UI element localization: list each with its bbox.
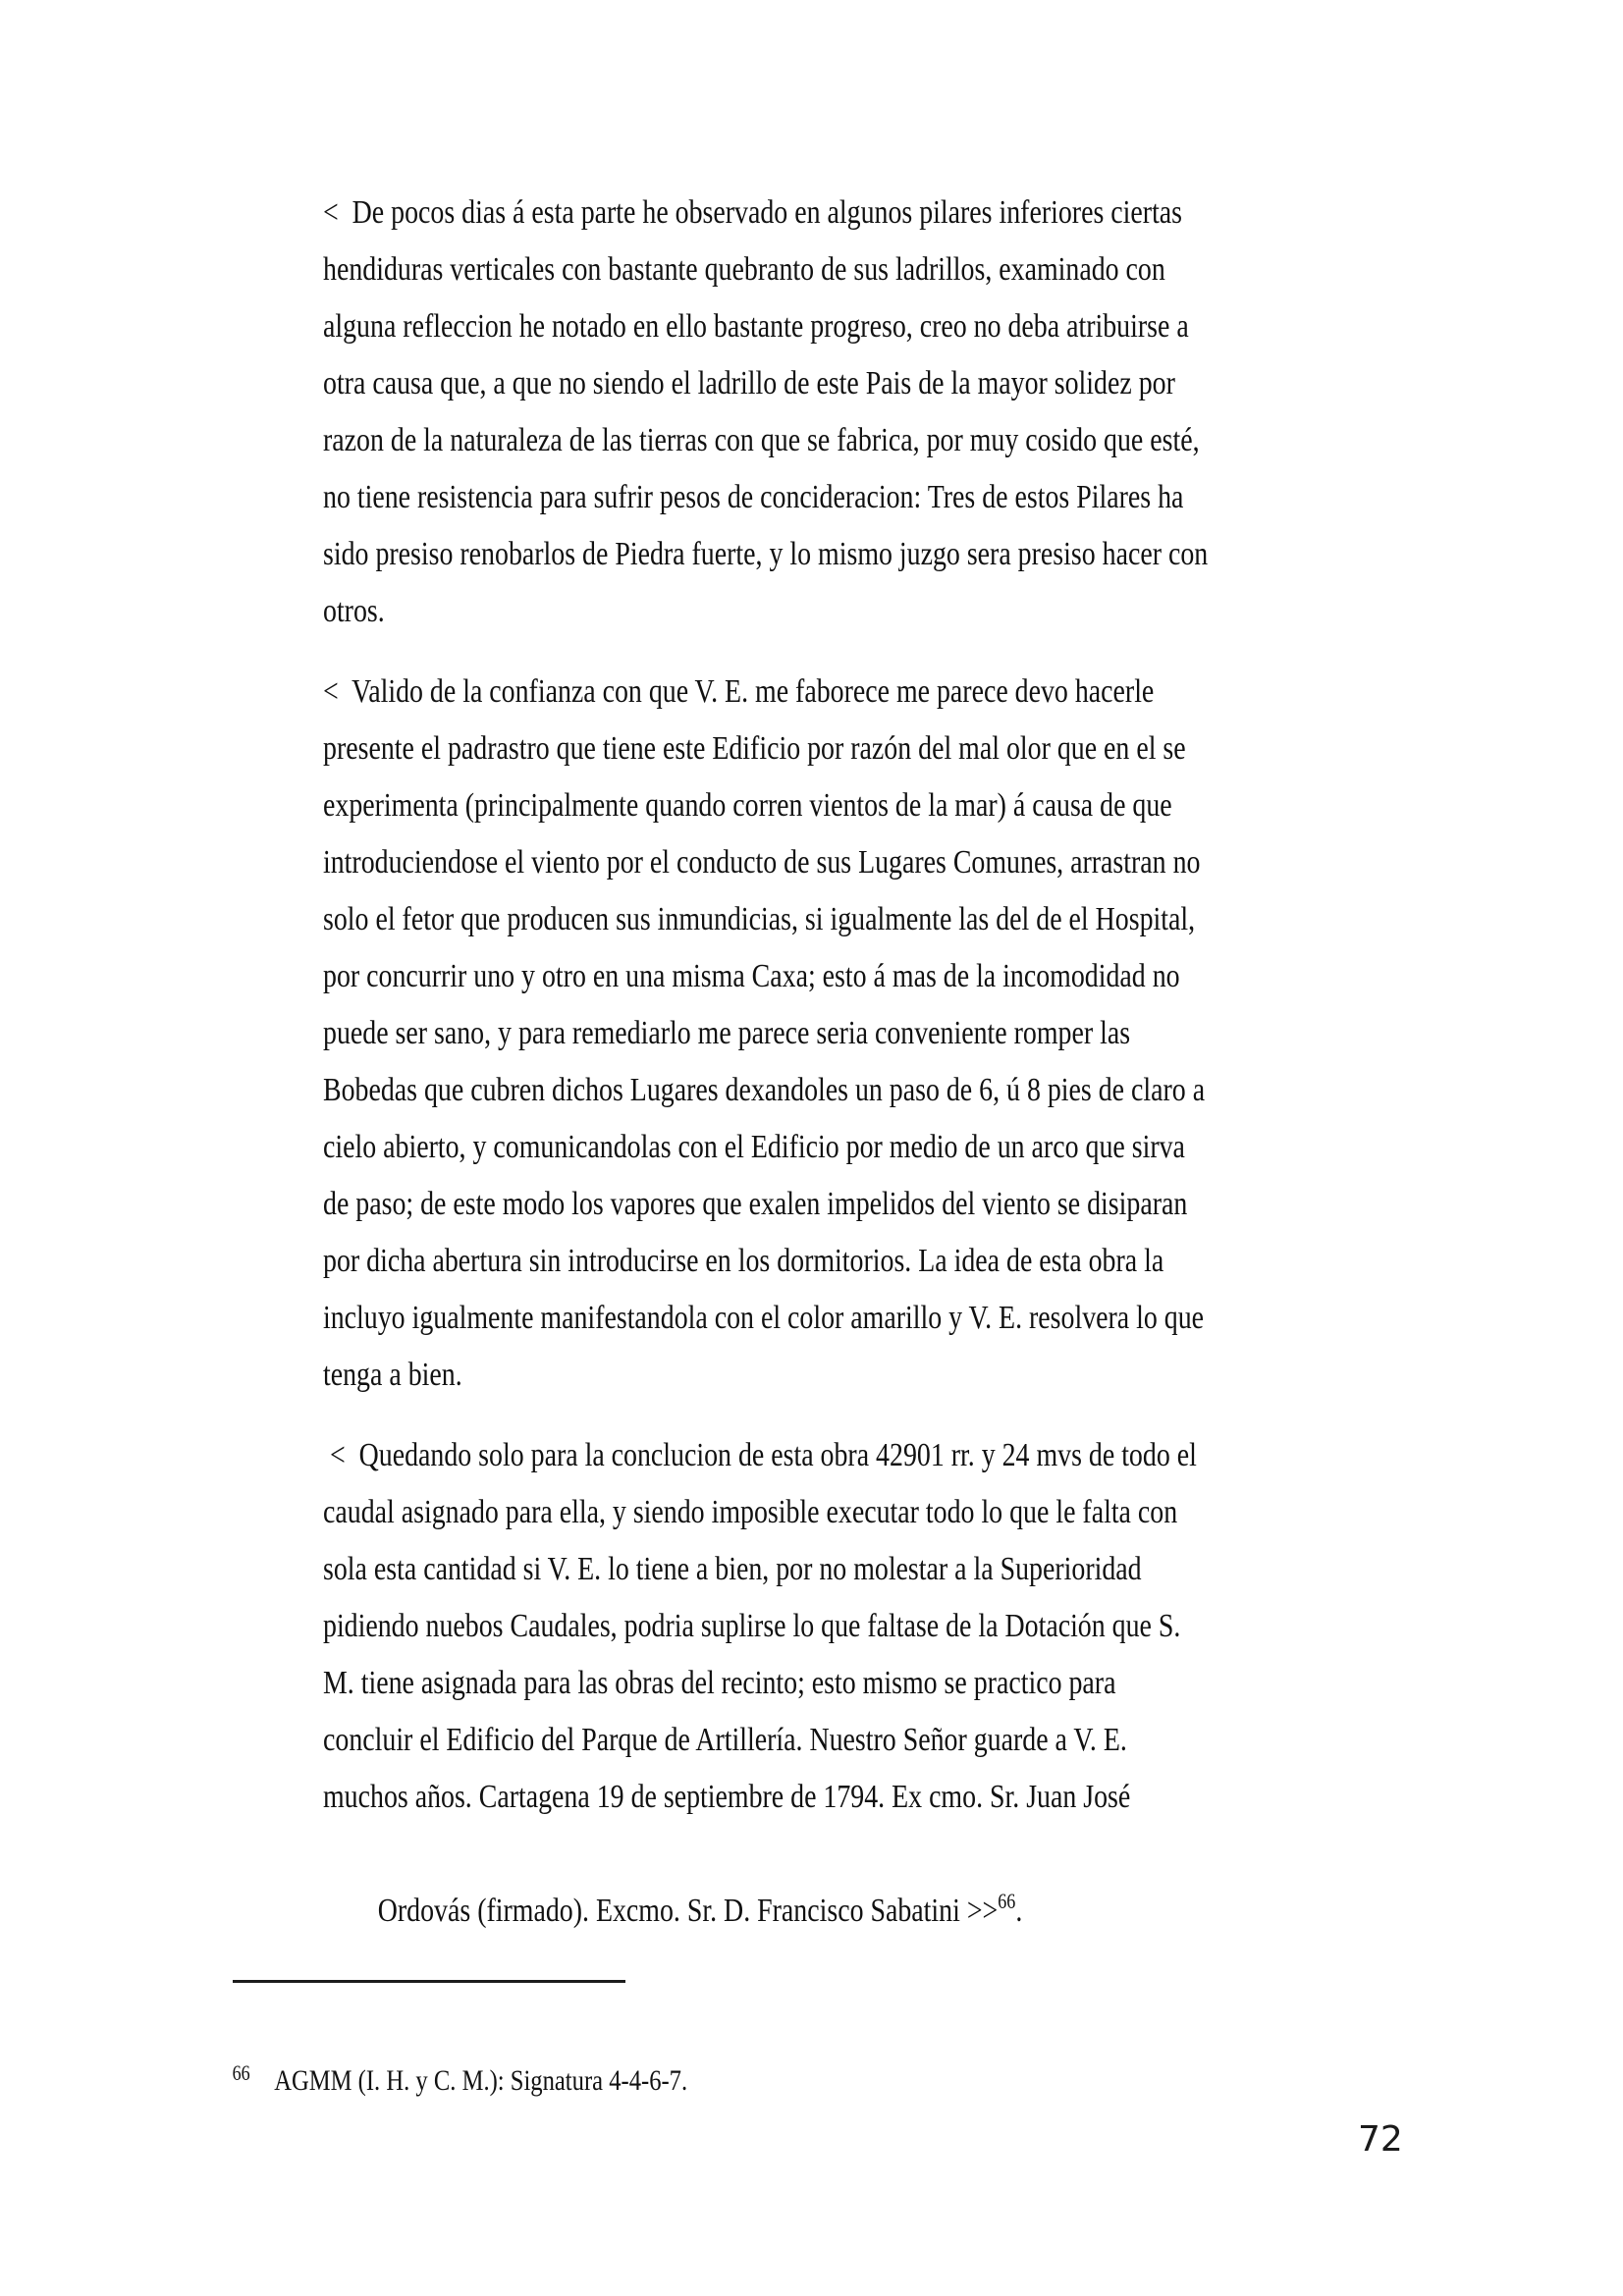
footnote-number: 66 — [232, 2060, 250, 2085]
text-line: solo el fetor que producen sus inmundicias, si igualmente las del de el Hospital, — [323, 901, 1196, 937]
text-line: otra causa que, a que no siendo el ladrillo de este Pais de la mayor solidez por — [323, 365, 1175, 401]
footnote — [208, 2016, 687, 2148]
page-number: 72 — [1358, 2119, 1403, 2160]
text-line: pidiendo nuebos Caudales, podria suplirse lo que faltase de la Dotación que S. — [323, 1608, 1181, 1644]
text-line: < De pocos dias á esta parte he observado en algunos pilares inferiores ciertas — [323, 194, 1183, 231]
text-line: tenga a bien. — [323, 1357, 462, 1393]
paragraph-1 — [323, 185, 1462, 640]
text-line: razon de la naturaleza de las tierras con que se fabrica, por muy cosido que esté, — [323, 422, 1200, 458]
text-line: sola esta cantidad si V. E. lo tiene a bien, por no molestar a la Superioridad — [323, 1551, 1142, 1587]
text-line: no tiene resistencia para sufrir pesos de concideracion: Tres de estos Pilares ha — [323, 479, 1184, 515]
text-line: < Valido de la confianza con que V. E. me faborece me parece devo hacerle — [323, 673, 1155, 710]
text-line: de paso; de este modo los vapores que exalen impelidos del viento se disiparan — [323, 1186, 1188, 1222]
closing-text: Ordovás (firmado). Excmo. Sr. D. Francisco Sabatini >> — [377, 1893, 999, 1929]
text-line: sido presiso renobarlos de Piedra fuerte, y lo mismo juzgo sera presiso hacer con — [323, 536, 1209, 572]
text-line: Bobedas que cubren dichos Lugares dexandoles un paso de 6, ú 8 pies de claro a — [323, 1072, 1206, 1108]
text-line: otros. — [323, 593, 385, 629]
text-line: incluyo igualmente manifestandola con el color amarillo y V. E. resolvera lo que — [323, 1300, 1205, 1336]
footnote-reference: 66 — [998, 1889, 1016, 1913]
closing-period: . — [1015, 1893, 1023, 1929]
text-line: presente el padrastro que tiene este Edificio por razón del mal olor que en el se — [323, 730, 1186, 767]
text-line: M. tiene asignada para las obras del recinto; esto mismo se practico para — [323, 1665, 1116, 1701]
footnote-separator — [233, 1980, 625, 1983]
text-line: concluir el Edificio del Parque de Artillería. Nuestro Señor guarde a V. E. — [323, 1722, 1127, 1758]
text-line: caudal asignado para ella, y siendo imposible executar todo lo que le falta con — [323, 1494, 1178, 1530]
paragraph-2 — [323, 664, 1462, 1404]
paragraph-3 — [323, 1427, 1462, 2000]
text-line: por dicha abertura sin introducirse en los dormitorios. La idea de esta obra la — [323, 1243, 1164, 1279]
text-line: por concurrir uno y otro en una misma Caxa; esto á mas de la incomodidad no — [323, 958, 1180, 994]
text-line: puede ser sano, y para remediarlo me parece seria conveniente romper las — [323, 1015, 1131, 1051]
document-body — [323, 185, 1462, 2000]
text-line: < Quedando solo para la conclucion de esta obra 42901 rr. y 24 mvs de todo el — [323, 1437, 1197, 1473]
text-line: experimenta (principalmente quando corren vientos de la mar) á causa de que — [323, 787, 1172, 824]
footnote-text: AGMM (I. H. y C. M.): Signatura 4-4-6-7. — [274, 2064, 688, 2097]
text-line: alguna refleccion he notado en ello bastante progreso, creo no deba atribuirse a — [323, 308, 1189, 345]
text-line: muchos años. Cartagena 19 de septiembre de 1794. Ex cmo. Sr. Juan José — [323, 1779, 1131, 1815]
text-line: introduciendose el viento por el conducto de sus Lugares Comunes, arrastran no — [323, 844, 1201, 881]
text-line: cielo abierto, y comunicandolas con el Edificio por medio de un arco que sirva — [323, 1129, 1185, 1165]
text-line: hendiduras verticales con bastante quebranto de sus ladrillos, examinado con — [323, 251, 1165, 288]
text-line-with-footnote-ref — [323, 1826, 1257, 2000]
